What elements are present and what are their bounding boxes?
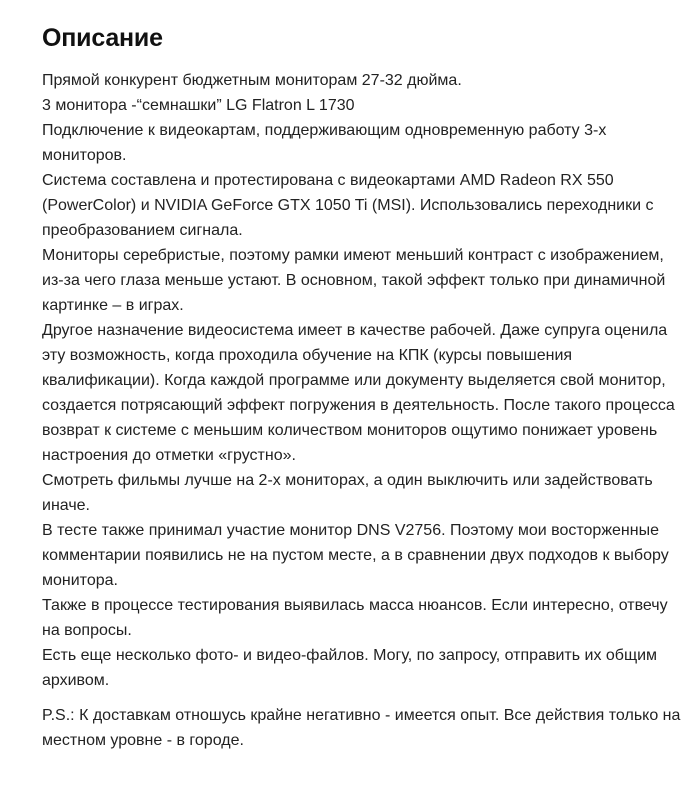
- section-title: Описание: [42, 24, 163, 52]
- paragraph: 3 монитора -“семнашки” LG Flatron L 1730: [42, 97, 355, 114]
- paragraph: Смотреть фильмы лучше на 2-х мониторах, а один выключить или задействовать иначе.: [42, 472, 653, 514]
- description-section: [42, 22, 682, 753]
- paragraph: Также в процессе тестирования выявилась масса нюансов. Если интересно, отвечу на вопросы.: [42, 597, 668, 639]
- paragraph: Система составлена и протестирована с видеокартами AMD Radeon RX 550 (PowerColor) и NVIDIA GeForce GTX 1050 Ti (MSI). Использовались переходники с преобразованием сигнала.: [42, 172, 654, 239]
- paragraph: В тесте также принимал участие монитор DNS V2756. Поэтому мои восторженные комментарии появились не на пустом месте, а в сравнении двух подходов к выбору монитора.: [42, 522, 669, 589]
- paragraph: Другое назначение видеосистема имеет в качестве рабочей. Даже супруга оценила эту возможность, когда проходила обучение на КПК (курсы повышения квалификации). Когда каждой программе или документу выделяется свой монитор, создается потрясающий эффект погружения в деятельность. После такого процесса возврат к системе с меньшим количеством мониторов ощутимо понижает уровень настроения до отметки «грустно».: [42, 322, 675, 464]
- paragraph: Прямой конкурент бюджетным мониторам 27-32 дюйма.: [42, 72, 462, 89]
- description-body: [42, 68, 682, 753]
- postscript: P.S.: К доставкам отношусь крайне негативно - имеется опыт. Все действия только на местном уровне - в городе.: [42, 707, 681, 749]
- paragraph: Подключение к видеокартам, поддерживающим одновременную работу 3-х мониторов.: [42, 122, 607, 164]
- paragraph: Есть еще несколько фото- и видео-файлов. Могу, по запросу, отправить их общим архивом.: [42, 647, 658, 689]
- paragraph: Мониторы серебристые, поэтому рамки имеют меньший контраст с изображением, из-за чего глаза меньше устают. В основном, такой эффект только при динамичной картинке – в играх.: [42, 247, 666, 314]
